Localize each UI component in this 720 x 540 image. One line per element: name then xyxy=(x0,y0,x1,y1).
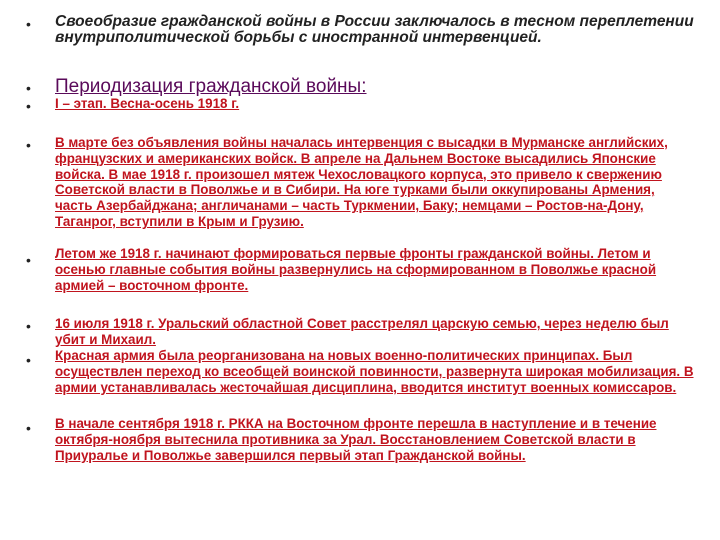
intro-text: Своеобразие гражданской войны в России заключалось в тесном переплетении внутриполитической борьбы с иностранной интервенцией. xyxy=(55,13,694,46)
bullet-icon: • xyxy=(26,352,31,368)
bullet-icon: • xyxy=(26,137,31,153)
list-item-text: В начале сентября 1918 г. РККА на Восточном фронте перешла в наступление и в течение октября-ноября вытеснила противника за Урал. Восстановлением Советской власти в Приуралье и Поволжье завершился первый этап Гражданской войны. xyxy=(55,416,657,463)
bullet-icon: • xyxy=(26,318,31,334)
bullet-icon: • xyxy=(26,16,31,32)
bullet-icon: • xyxy=(26,98,31,114)
list-item-text: I – этап. Весна-осень 1918 г. xyxy=(55,96,240,111)
periodization-heading: Периодизация гражданской войны: xyxy=(55,76,367,97)
list-item-text: В марте без объявления войны началась интервенция с высадки в Мурманске английских, французских и американских войск. В апреле на Дальнем Востоке высадились Японские войска. В мае 1918 г. произошел мятеж Чехословацкого корпуса, это привело к свержению Советской власти в Поволжье и в Сибири. На юге турками были оккупированы Армения, часть Азербайджана; англичанами – часть Туркмении, Баку; немцами – Ростов-на-Дону, Таганрог, вступили в Крым и Грузию. xyxy=(55,135,668,229)
list-item-text: 16 июля 1918 г. Уральский областной Совет расстрелял царскую семью, через неделю был убит и Михаил. xyxy=(55,316,669,347)
bullet-icon: • xyxy=(26,420,31,436)
bullet-icon: • xyxy=(26,80,31,96)
bullet-icon: • xyxy=(26,252,31,268)
list-item-text: Красная армия была реорганизована на новых военно-политических принципах. Был осуществлен переход ко всеобщей воинской повинности, развернута широкая мобилизация. В армии устанавливалась жесточайшая дисциплина, вводится институт военных комиссаров. xyxy=(55,348,694,395)
list-item-text: Летом же 1918 г. начинают формироваться первые фронты гражданской войны. Летом и осенью главные события войны развернулись на сформированном в Поволжье красной армией – восточном фронте. xyxy=(55,246,657,293)
